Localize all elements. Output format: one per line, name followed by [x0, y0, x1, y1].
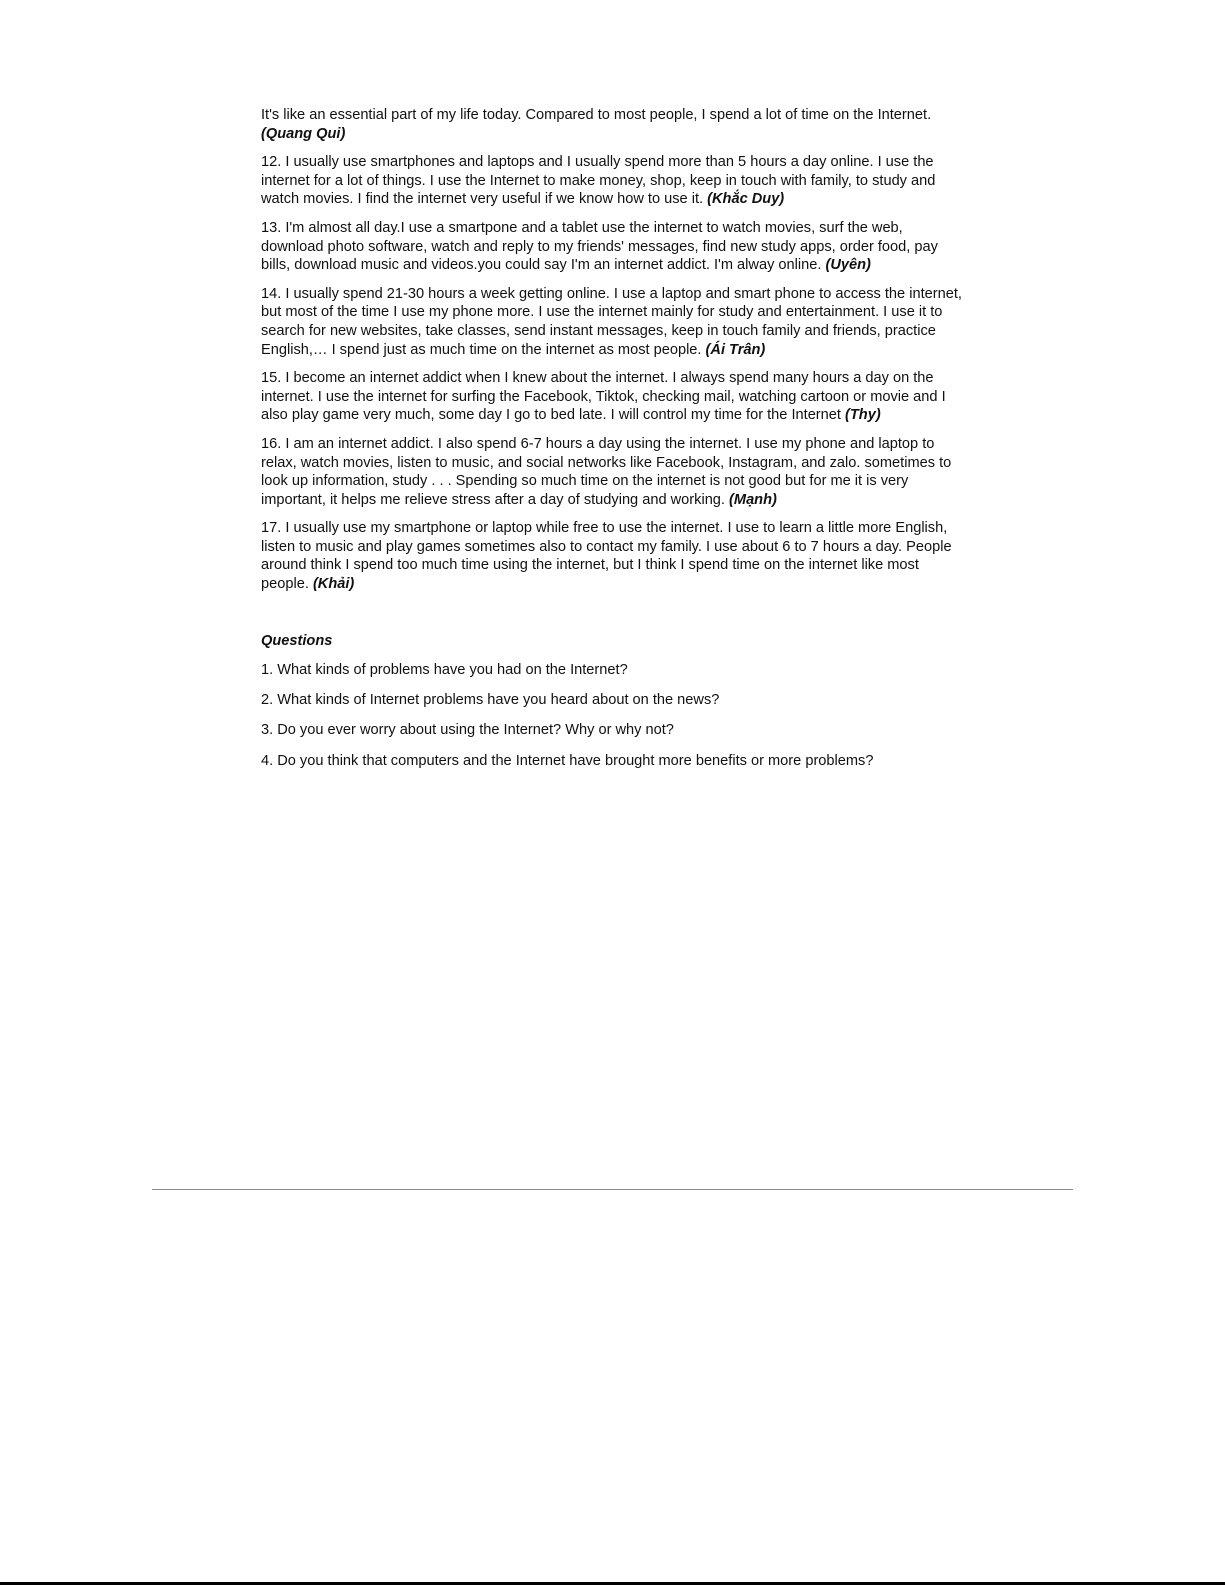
paragraph-16 [261, 435, 966, 509]
paragraph-14 [261, 285, 966, 359]
author-name: (Uyên) [825, 257, 871, 274]
question-item: 2. What kinds of Internet problems have you heard about on the news? [261, 692, 720, 709]
paragraph-15 [261, 369, 966, 425]
question-item: 1. What kinds of problems have you had on the Internet? [261, 662, 628, 679]
author-name: (Ái Trân) [705, 341, 766, 358]
paragraph-text: 17. I usually use my smartphone or laptop while free to use the internet. I use to learn a little more English, listen to music and play games sometimes also to contact my family. I use about 6 to 7 hours a day. People around think I spend too much time using the internet, but I think I spend time on the internet like most people. [261, 520, 952, 593]
author-name: (Mạnh) [729, 491, 777, 508]
paragraph-text: 13. I'm almost all day.I use a smartpone and a tablet use the internet to watch movies, surf the web, download photo software, watch and reply to my friends' messages, find new study apps, order food, pay bills, download music and videos.you could say I'm an internet addict. I'm alway online. [261, 219, 938, 274]
author-name: (Khải) [312, 576, 355, 593]
paragraph-text: 12. I usually use smartphones and laptops and I usually spend more than 5 hours a day online. I use the internet for a lot of things. I use the Internet to make money, shop, keep in touch with family, to study and watch movies. I find the internet very useful if we know how to use it. [261, 154, 936, 208]
author-name: (Khắc Duy) [707, 191, 785, 208]
paragraph-text: 15. I become an internet addict when I knew about the internet. I always spend many hours a day on the internet. I use the internet for surfing the Facebook, Tiktok, checking mail, watching cartoon or movie and I also play game very much, some day I go to bed late. I will control my time for the Internet [261, 370, 946, 424]
question-item: 3. Do you ever worry about using the Internet? Why or why not? [261, 722, 674, 739]
paragraph-13 [261, 219, 966, 275]
paragraph-12 [261, 153, 966, 209]
page-break-divider [152, 1189, 1073, 1190]
question-item: 4. Do you think that computers and the Internet have brought more benefits or more problems? [261, 752, 874, 769]
author-name: (Quang Qui) [261, 125, 346, 142]
document-page-content [261, 106, 966, 782]
paragraph-quang-qui [261, 106, 966, 143]
questions-section [261, 632, 966, 770]
author-name: (Thy) [845, 407, 881, 424]
paragraph-text: 14. I usually spend 21-30 hours a week getting online. I use a laptop and smart phone to access the internet, but most of the time I use my phone more. I use the internet mainly for study and entertainment. I use it to search for new websites, take classes, send instant messages, keep in touch family and friends, practice English,… I spend just as much time on the internet as most people. [261, 285, 962, 358]
paragraph-text: It's like an essential part of my life today. Compared to most people, I spend a lot of time on the Internet. [261, 107, 932, 123]
paragraph-text: 16. I am an internet addict. I also spend 6-7 hours a day using the internet. I use my phone and laptop to relax, watch movies, listen to music, and social networks like Facebook, Instagram, and zalo. sometimes to look up information, study . . . Spending so much time on the internet is not good but for me it is very important, it helps me relieve stress after a day of studying and working. [261, 435, 952, 508]
paragraph-17 [261, 519, 966, 593]
questions-heading: Questions [261, 632, 333, 649]
